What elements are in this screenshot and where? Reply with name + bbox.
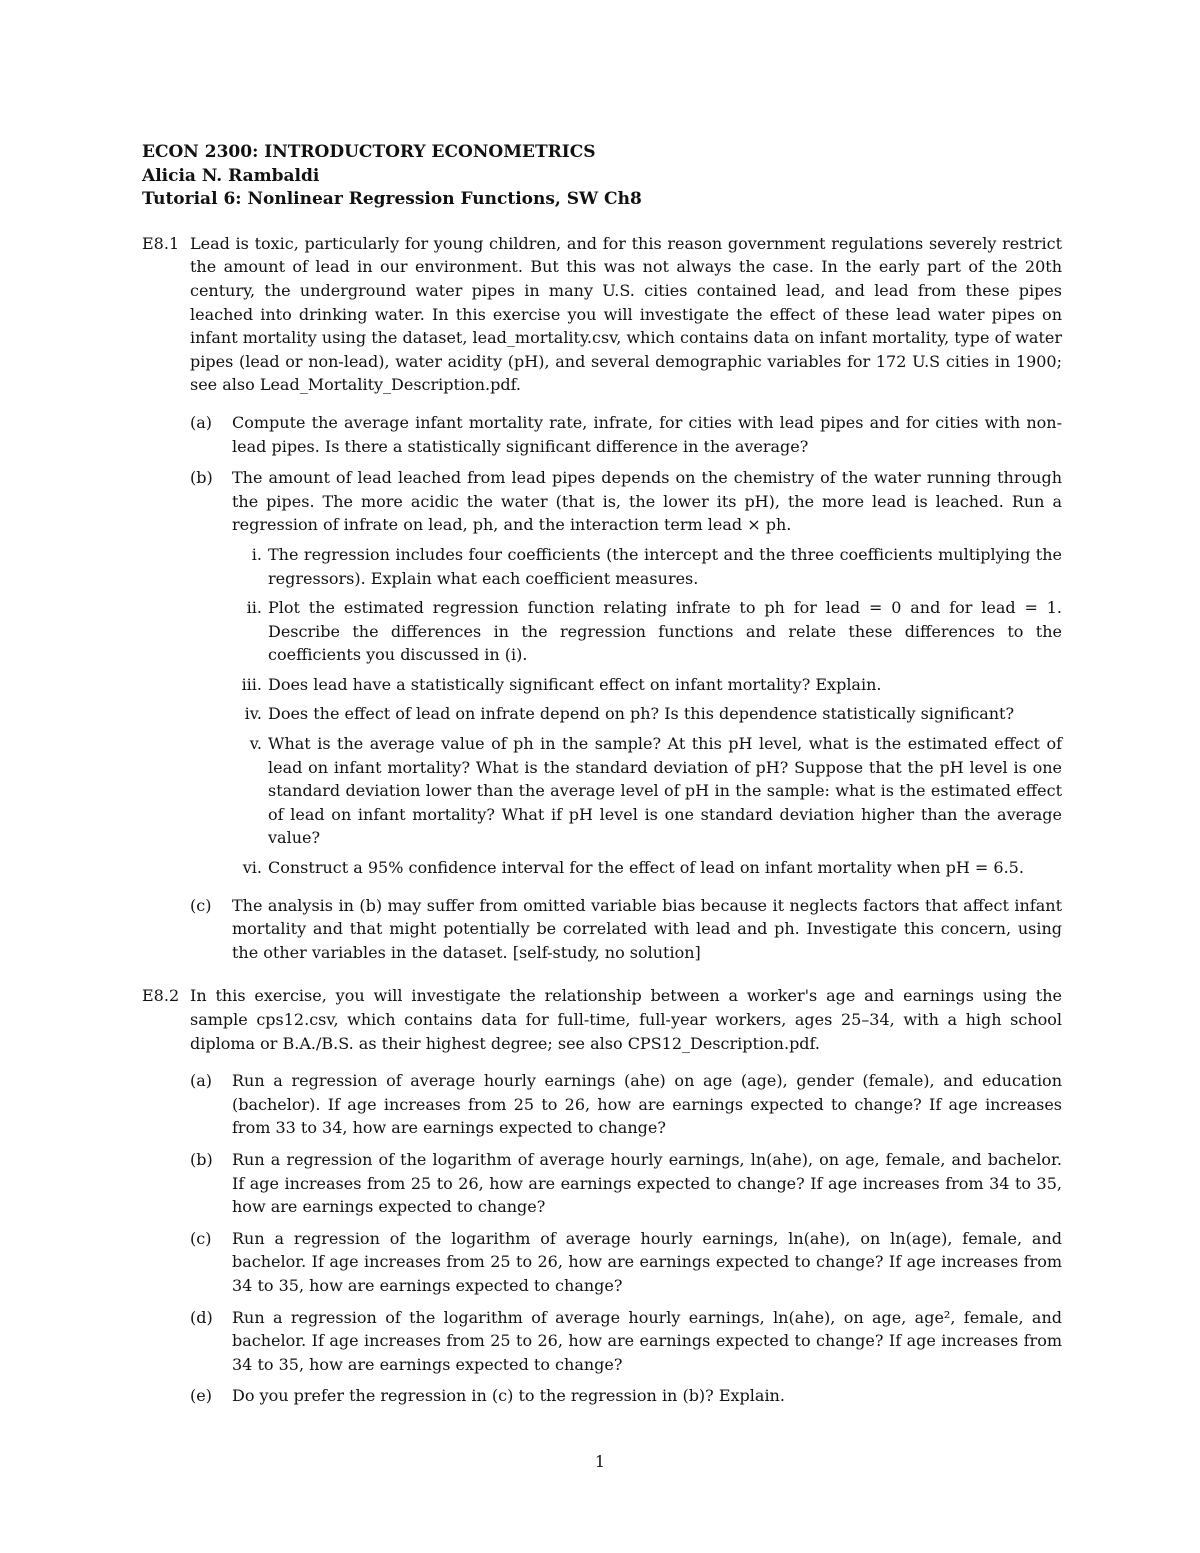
part-a xyxy=(190,1069,1062,1140)
tutorial-title: Tutorial 6: Nonlinear Regression Functions, SW Ch8 xyxy=(142,189,642,210)
part-label: (d) xyxy=(190,1307,213,1327)
exercise-text: In this exercise, you will investigate the relationship between a worker's age and earnings using the sample cps12.csv, which contains data for full-time, full-year workers, ages 25–34, with a high school diploma or B.A./B.S. as their highest degree; see also CPS12_Description.pdf. xyxy=(190,986,1062,1053)
part-text: The amount of lead leached from lead pipes depends on the chemistry of the water running through the pipes. The more acidic the water (that is, the lower its pH), the more lead is leached. Run a regression of infrate on lead, ph, and the interaction term lead × ph. xyxy=(232,468,1062,535)
part-text: Run a regression of average hourly earnings (ahe) on age (age), gender (female), and education (bachelor). If age increases from 25 to 26, how are earnings expected to change? If age increases from 33 to 34, how are earnings expected to change? xyxy=(232,1071,1062,1138)
exercise-parts xyxy=(190,1069,1062,1408)
part-label: (a) xyxy=(190,412,213,432)
part-e xyxy=(190,1384,1062,1408)
subpart-text: Does the effect of lead on infrate depend on ph? Is this dependence statistically significant? xyxy=(268,704,1015,724)
subpart-label: iv. xyxy=(244,704,262,724)
exercise-label: E8.2 xyxy=(142,986,180,1006)
part-text: Compute the average infant mortality rate, infrate, for cities with lead pipes and for cities with non-lead pipes. Is there a statistically significant difference in the average? xyxy=(232,412,1062,456)
page-number: 1 xyxy=(594,1452,606,1471)
subpart-iv xyxy=(232,702,1062,726)
part-label: (a) xyxy=(190,1071,213,1091)
subpart-label: ii. xyxy=(246,598,262,618)
exercise-e8-2 xyxy=(142,984,1062,1408)
part-label: (c) xyxy=(190,1228,212,1248)
subpart-label: v. xyxy=(249,734,262,754)
part-text: Run a regression of the logarithm of average hourly earnings, ln(ahe), on ln(age), female, and bachelor. If age increases from 25 to 26, how are earnings expected to change? If age increases from 34 to 35, how are earnings expected to change? xyxy=(232,1228,1062,1295)
exercise-e8-1 xyxy=(142,232,1062,965)
exercise-text: Lead is toxic, particularly for young children, and for this reason government regulations severely restrict the amount of lead in our environment. But this was not always the case. In the early part of the 20th century, the underground water pipes in many U.S. cities contained lead, and lead from these pipes leached into drinking water. In this exercise you will investigate the effect of these lead water pipes on infant mortality using the dataset, lead_mortality.csv, which contains data on infant mortality, type of water pipes (lead or non-lead), water acidity (pH), and several demographic variables for 172 U.S cities in 1900; see also Lead_Mortality_Description.pdf. xyxy=(190,233,1062,395)
subpart-iii xyxy=(232,673,1062,697)
part-text: The analysis in (b) may suffer from omitted variable bias because it neglects factors that affect infant mortality and that might potentially be correlated with lead and ph. Investigate this concern, using the other variables in the dataset. [self-study, no solution] xyxy=(232,895,1062,962)
subpart-label: i. xyxy=(251,544,262,564)
course-title: ECON 2300: INTRODUCTORY ECONOMETRICS xyxy=(142,142,596,162)
subparts xyxy=(232,543,1062,880)
part-label: (e) xyxy=(190,1386,212,1406)
part-d xyxy=(190,1306,1062,1377)
part-text: Do you prefer the regression in (c) to the regression in (b)? Explain. xyxy=(232,1386,785,1406)
subpart-text: Plot the estimated regression function relating infrate to ph for lead = 0 and for lead = 1. Describe the differences in the regression functions and relate these differences to the coefficients you discussed in (i). xyxy=(268,598,1062,665)
subpart-label: iii. xyxy=(241,674,262,694)
subpart-label: vi. xyxy=(242,858,262,878)
part-a xyxy=(190,411,1062,458)
part-label: (b) xyxy=(190,468,213,488)
author-name: Alicia N. Rambaldi xyxy=(142,165,320,186)
page-content xyxy=(142,141,1062,1416)
part-text: Run a regression of the logarithm of average hourly earnings, ln(ahe), on age, female, and bachelor. If age increases from 25 to 26, how are earnings expected to change? If age increases from 34 to 35, how are earnings expected to change? xyxy=(232,1149,1062,1217)
part-c xyxy=(190,1227,1062,1298)
exercise-parts xyxy=(190,411,1062,964)
subpart-text: Construct a 95% confidence interval for the effect of lead on infant mortality when pH = 6.5. xyxy=(268,858,1024,878)
subpart-text: What is the average value of ph in the sample? At this pH level, what is the estimated effect of lead on infant mortality? What is the standard deviation of pH? Suppose that the pH level is one standard deviation lower than the average level of pH in the sample: what is the estimated effect of lead on infant mortality? What if pH level is one standard deviation higher than the average value? xyxy=(268,734,1062,848)
part-c xyxy=(190,894,1062,965)
subpart-ii xyxy=(232,596,1062,667)
part-b xyxy=(190,1148,1062,1219)
part-text: Run a regression of the logarithm of average hourly earnings, ln(ahe), on age, age², female, and bachelor. If age increases from 25 to 26, how are earnings expected to change? If age increases from 34 to 35, how are earnings expected to change? xyxy=(232,1307,1062,1374)
exercise-label: E8.1 xyxy=(142,233,180,253)
subpart-text: Does lead have a statistically significant effect on infant mortality? Explain. xyxy=(268,674,882,694)
subpart-i xyxy=(232,543,1062,590)
subpart-text: The regression includes four coefficients (the intercept and the three coefficients multiplying the regressors). Explain what each coefficient measures. xyxy=(268,544,1062,588)
part-b xyxy=(190,466,1062,886)
subpart-vi xyxy=(232,856,1062,880)
part-label: (c) xyxy=(190,895,212,915)
subpart-v xyxy=(232,732,1062,850)
part-label: (b) xyxy=(190,1149,213,1169)
